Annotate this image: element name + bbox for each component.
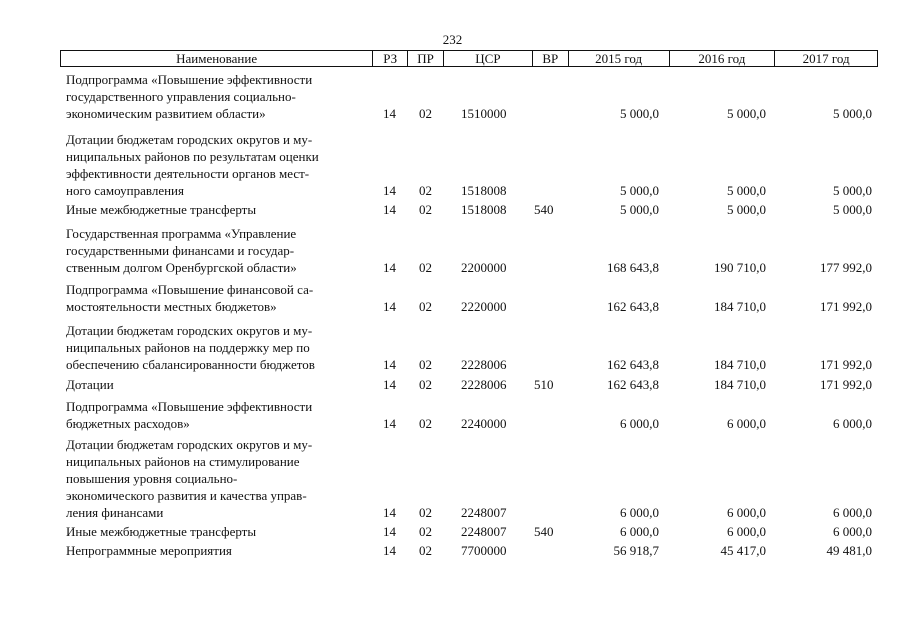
cell-csr: 2240000 [461,416,507,431]
row-name: Подпрограмма «Повышение финансовой са- мостоятельности местных бюджетов» [66,282,314,314]
cell-csr: 7700000 [461,543,507,558]
cell-vr: 510 [534,377,554,392]
cell-y2017: 5 000,0 [833,183,872,198]
cell-y2016: 184 710,0 [714,299,766,314]
cell-rz: 14 [383,299,396,314]
row-name: Дотации бюджетам городских округов и му- ниципальных районов на стимулирование повышения уровня социально- экономического развития и качества управ- ления финансами [66,437,313,520]
cell-y2016: 5 000,0 [727,106,766,121]
table-row [60,130,878,199]
cell-pr: 02 [419,299,432,314]
cell-csr: 1510000 [461,106,507,121]
cell-y2015: 168 643,8 [607,260,659,275]
cell-pr: 02 [419,524,432,539]
table-row [60,200,878,218]
cell-y2017: 171 992,0 [820,377,872,392]
cell-y2016: 6 000,0 [727,505,766,520]
cell-csr: 1518008 [461,202,507,217]
cell-y2015: 6 000,0 [620,524,659,539]
cell-csr: 2200000 [461,260,507,275]
cell-vr: 540 [534,524,554,539]
row-name: Непрограммные мероприятия [66,543,232,558]
cell-rz: 14 [383,202,396,217]
row-name: Дотации бюджетам городских округов и му- ниципальных районов по результатам оценки эффективности деятельности органов мест- ного самоуправления [66,132,319,198]
cell-y2017: 49 481,0 [826,543,872,558]
cell-y2015: 162 643,8 [607,377,659,392]
row-name: Государственная программа «Управление государственными финансами и государ- ственным долгом Оренбургской области» [66,226,297,275]
table-row [60,541,878,559]
table-row [60,375,878,393]
cell-csr: 1518008 [461,183,507,198]
cell-rz: 14 [383,524,396,539]
cell-y2017: 6 000,0 [833,505,872,520]
cell-y2015: 162 643,8 [607,357,659,372]
cell-y2016: 190 710,0 [714,260,766,275]
cell-y2015: 162 643,8 [607,299,659,314]
cell-y2017: 6 000,0 [833,416,872,431]
cell-rz: 14 [383,377,396,392]
cell-y2017: 6 000,0 [833,524,872,539]
table-row [60,435,878,521]
cell-y2016: 184 710,0 [714,377,766,392]
cell-y2016: 45 417,0 [720,543,766,558]
cell-pr: 02 [419,505,432,520]
cell-rz: 14 [383,106,396,121]
header-2016: 2016 год [670,51,776,66]
table-row [60,224,878,276]
row-name: Дотации бюджетам городских округов и му- ниципальных районов на поддержку мер по обеспечению сбалансированности бюджетов [66,323,315,372]
row-name: Иные межбюджетные трансферты [66,524,257,539]
cell-pr: 02 [419,357,432,372]
cell-y2015: 6 000,0 [620,505,659,520]
header-csr: ЦСР [444,51,533,66]
header-2017: 2017 год [802,51,850,66]
cell-pr: 02 [419,183,432,198]
header-pr: ПР [408,51,444,66]
cell-y2015: 6 000,0 [620,416,659,431]
cell-rz: 14 [383,183,396,198]
row-name: Дотации [66,377,114,392]
header-2015: 2015 год [569,51,670,66]
cell-rz: 14 [383,357,396,372]
cell-y2016: 5 000,0 [727,183,766,198]
cell-y2015: 5 000,0 [620,202,659,217]
page-number: 232 [442,32,463,47]
row-name: Подпрограмма «Повышение эффективности государственного управления социально- экономическим развитием области» [66,72,313,121]
table-row [60,321,878,373]
cell-vr: 540 [534,202,554,217]
table-row [60,279,878,315]
cell-csr: 2228006 [461,357,507,372]
header-name: Наименование [61,51,373,66]
cell-csr: 2248007 [461,524,507,539]
cell-rz: 14 [383,505,396,520]
cell-csr: 2220000 [461,299,507,314]
cell-csr: 2248007 [461,505,507,520]
header-vr: ВР [533,51,569,66]
cell-y2016: 6 000,0 [727,416,766,431]
cell-pr: 02 [419,106,432,121]
table-row [60,70,878,122]
cell-y2015: 5 000,0 [620,183,659,198]
table-row [60,522,878,540]
cell-rz: 14 [383,416,396,431]
cell-pr: 02 [419,260,432,275]
cell-rz: 14 [383,260,396,275]
cell-pr: 02 [419,416,432,431]
cell-csr: 2228006 [461,377,507,392]
cell-y2017: 177 992,0 [820,260,872,275]
row-name: Подпрограмма «Повышение эффективности бюджетных расходов» [66,399,313,431]
cell-y2016: 5 000,0 [727,202,766,217]
header-rz: РЗ [373,51,408,66]
cell-y2017: 171 992,0 [820,299,872,314]
cell-y2017: 171 992,0 [820,357,872,372]
cell-y2017: 5 000,0 [833,106,872,121]
row-name: Иные межбюджетные трансферты [66,202,257,217]
cell-pr: 02 [419,202,432,217]
cell-rz: 14 [383,543,396,558]
cell-y2015: 5 000,0 [620,106,659,121]
cell-pr: 02 [419,377,432,392]
cell-y2017: 5 000,0 [833,202,872,217]
cell-pr: 02 [419,543,432,558]
table-row [60,396,878,432]
table-header [60,50,878,67]
cell-y2016: 184 710,0 [714,357,766,372]
cell-y2015: 56 918,7 [613,543,659,558]
cell-y2016: 6 000,0 [727,524,766,539]
